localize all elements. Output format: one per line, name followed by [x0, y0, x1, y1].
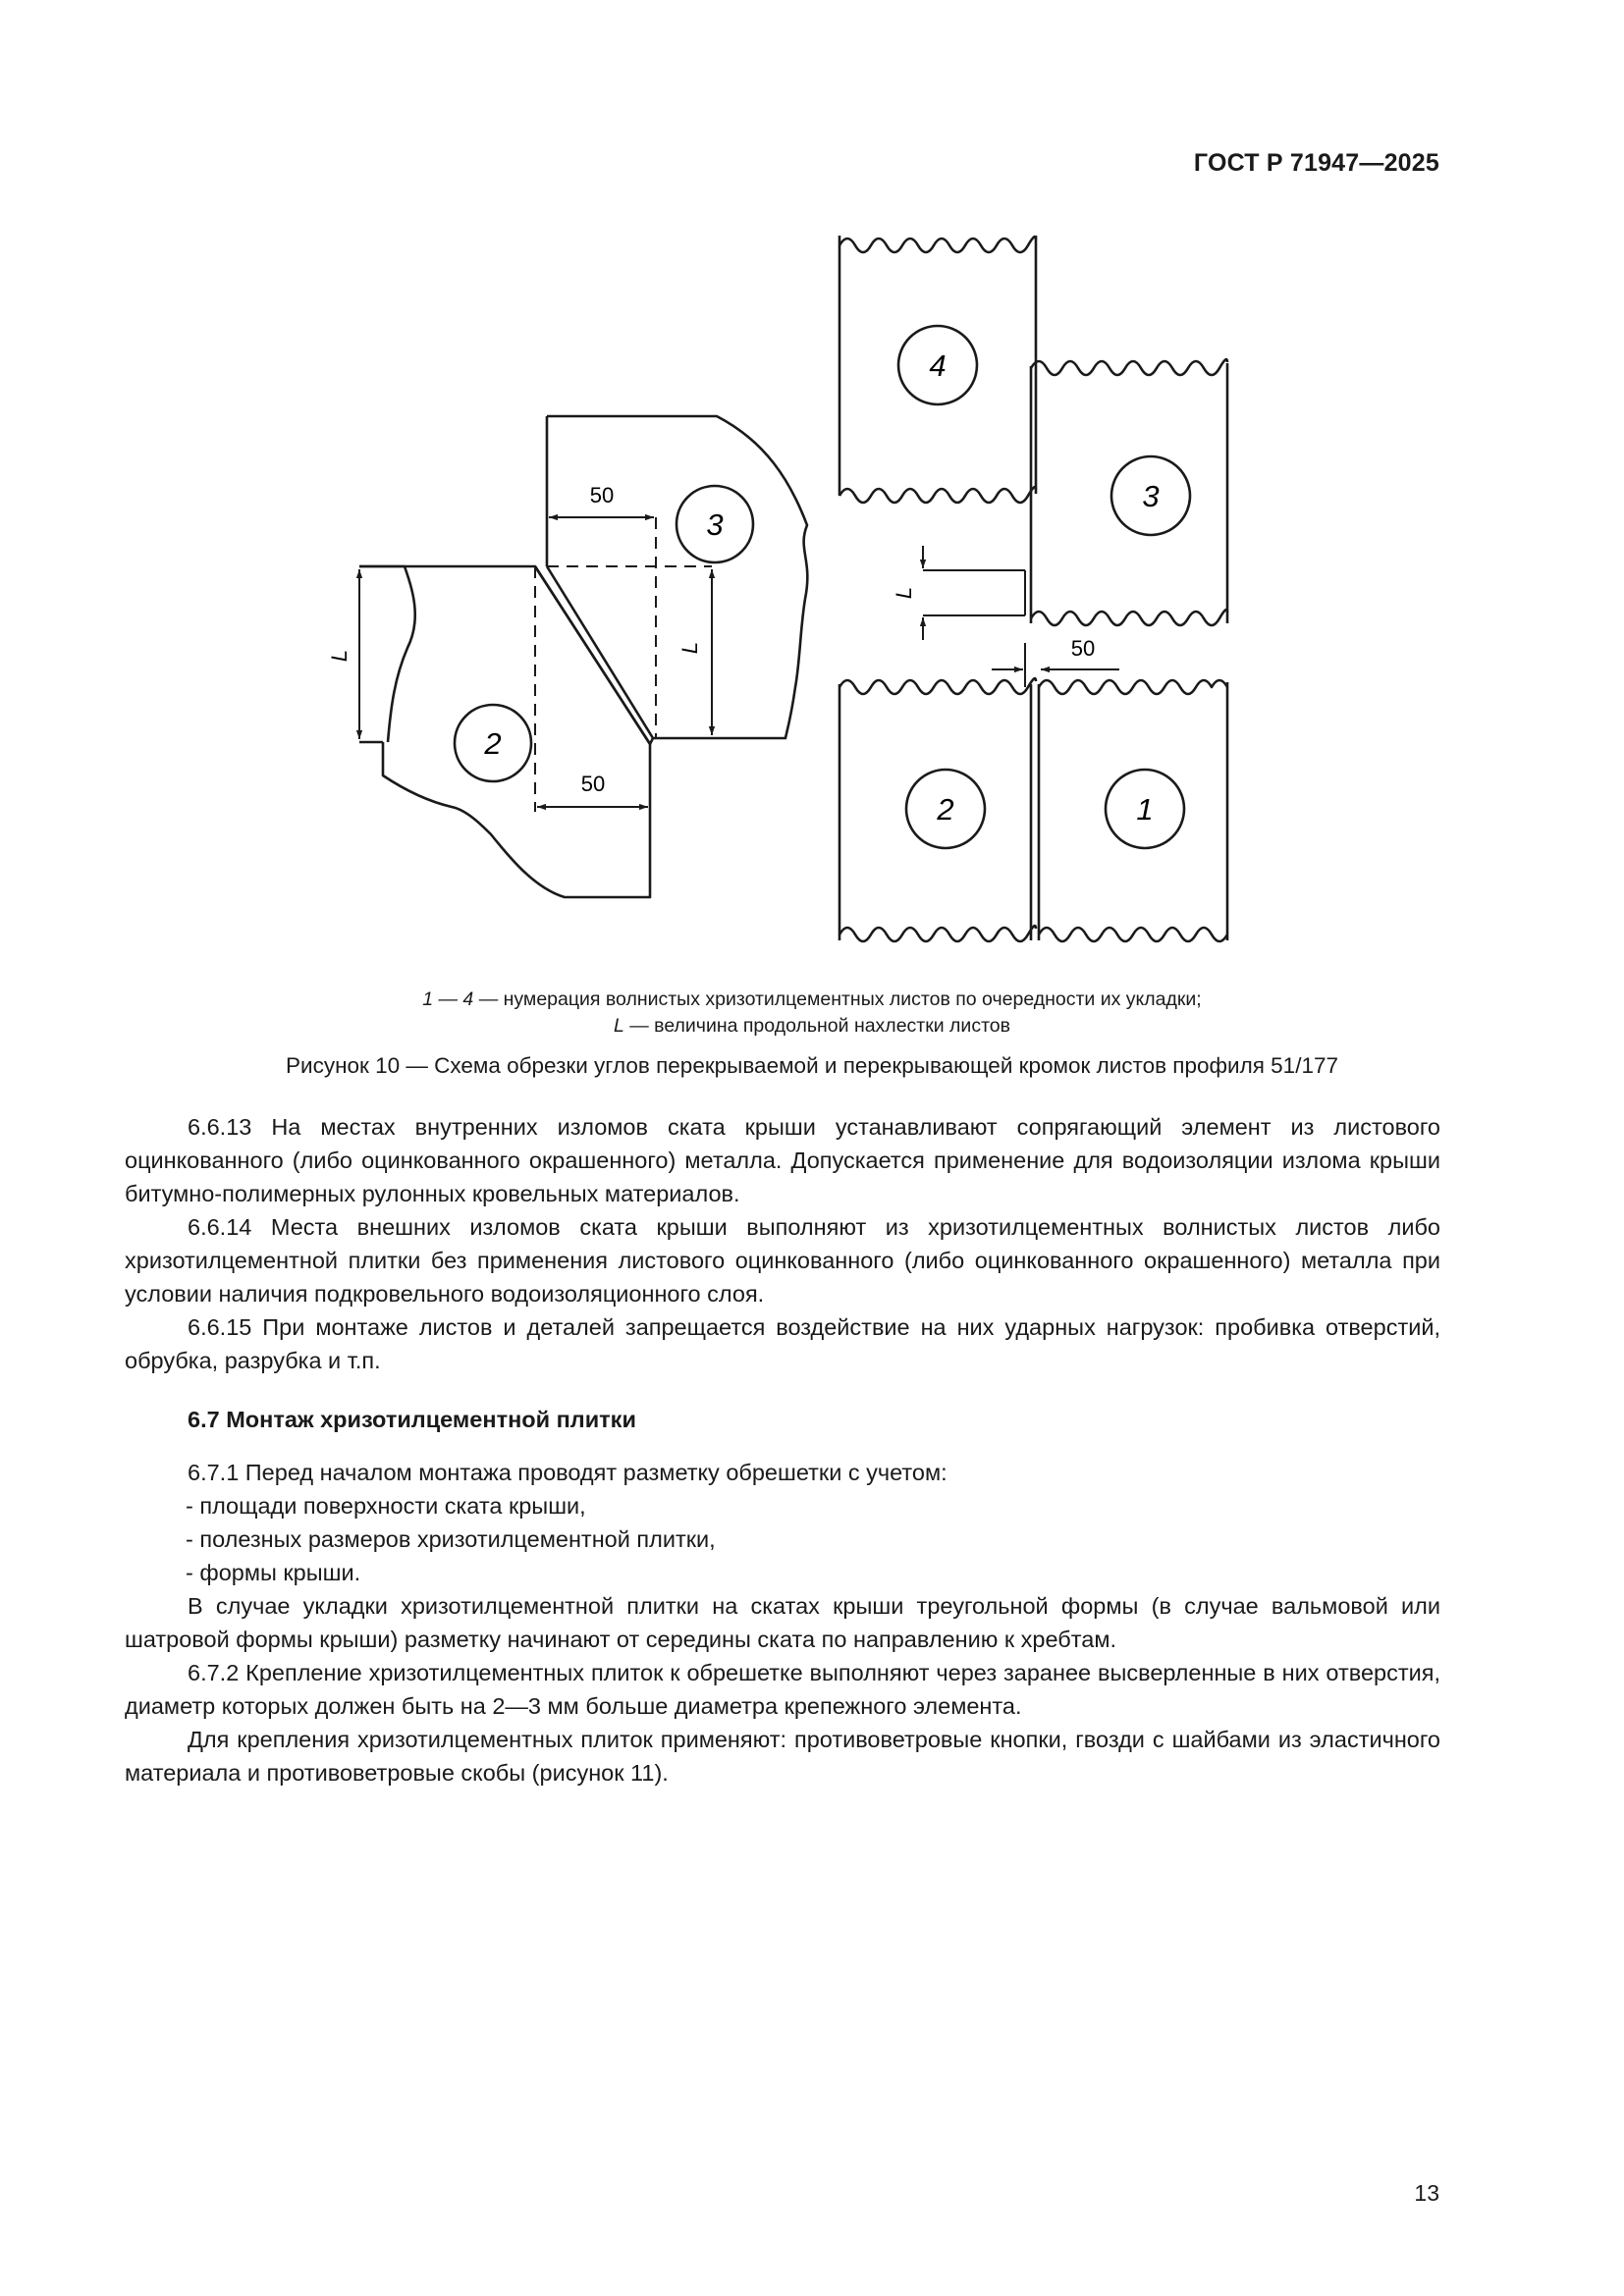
legend-symbol: L: [613, 1015, 624, 1037]
sheet-number: 3: [1142, 479, 1160, 513]
page-number: 13: [1414, 2180, 1439, 2206]
sheet-number: 4: [929, 348, 947, 383]
sheet-1-outline: [1039, 682, 1227, 940]
legend-text: — нумерация волнистых хризотилцементных листов по очередности их укладки;: [473, 988, 1202, 1010]
paragraph: 6.7.1 Перед началом монтажа проводят разметку обрешетки с учетом:: [188, 1460, 947, 1485]
wave-edge: [839, 678, 1036, 694]
sheet-2-right-outline: [839, 684, 1031, 940]
paragraph: 6.7.2 Крепление хризотилцементных плиток к обрешетке выполняют через заранее высверленные в них отверстия, диаметр которых должен быть на 2—3 мм больше диаметра крепежного элемента.: [125, 1660, 1440, 1719]
paragraph: 6.6.15 При монтаже листов и деталей запрещается воздействие на них ударных нагрузок: пробивка отверстий, обрубка, разрубка и т.п.: [125, 1314, 1440, 1373]
legend-text: — величина продольной нахлестки листов: [623, 1015, 1010, 1037]
legend-line-1: [0, 987, 1624, 1013]
document-header: ГОСТ Р 71947—2025: [1193, 149, 1439, 177]
paragraph: Для крепления хризотилцементных плиток применяют: противоветровые кнопки, гвозди с шайбами из эластичного материала и противоветровые скобы (рисунок 11).: [125, 1727, 1440, 1786]
wave-edge: [839, 487, 1036, 503]
section-heading: 6.7 Монтаж хризотилцементной плитки: [188, 1407, 636, 1432]
sheet-3-right-outline: [1031, 363, 1227, 623]
paragraph: В случае укладки хризотилцементной плитки на скатах крыши треугольной формы (в случае вальмовой или шатровой формы крыши) разметку начинают от середины ската по направлению к хребтам.: [125, 1593, 1440, 1652]
wave-edge: [1039, 680, 1227, 694]
wave-edge: [1039, 928, 1227, 941]
dim-label-L: L: [327, 649, 352, 663]
paragraph: 6.6.13 На местах внутренних изломов ската крыши устанавливают сопрягающий элемент из листового оцинкованного (либо оцинкованного окрашенного) металла. Допускается применение для водоизоляции излома крыши битумно-полимерных рулонных кровельных материалов.: [125, 1114, 1440, 1206]
wave-edge: [839, 237, 1036, 252]
list: [125, 1489, 1440, 1589]
sheet-2-break: [359, 566, 415, 742]
body-text: [125, 1110, 1440, 1789]
sheet-3-outline: [547, 416, 807, 738]
wave-edge: [1031, 610, 1227, 625]
paragraph: 6.6.14 Места внешних изломов ската крыши выполняют из хризотилцементных волнистых листов либо хризотилцементной плитки без применения листового оцинкованного (либо оцинкованного окрашенного) металла при условии наличия подкровельного водоизоляционного слоя.: [125, 1214, 1440, 1307]
sheet-number: 2: [484, 726, 502, 761]
legend-line-2: [0, 1013, 1624, 1040]
sheet-number: 1: [1136, 792, 1154, 827]
list-item: - формы крыши.: [186, 1560, 361, 1585]
figure-caption: Рисунок 10 — Схема обрезки углов перекрываемой и перекрывающей кромок листов профиля 51/177: [286, 1053, 1338, 1078]
sheet-cutting-diagram: [314, 226, 1257, 962]
wave-edge: [839, 926, 1036, 941]
wave-edge: [1031, 359, 1227, 375]
dim-label-L: L: [892, 586, 916, 600]
sheet-number: 2: [937, 792, 954, 827]
legend-symbol: 1 — 4: [422, 988, 474, 1010]
list-item: - полезных размеров хризотилцементной плитки,: [186, 1526, 716, 1552]
cut-line: [535, 566, 650, 744]
figure-10: [314, 226, 1257, 962]
cut-line: [547, 566, 653, 738]
dim-label-L: L: [677, 641, 702, 655]
sheet-number: 3: [706, 507, 724, 542]
dim-label-50: 50: [1070, 636, 1096, 661]
dim-label-50: 50: [580, 772, 606, 796]
dim-label-50: 50: [589, 483, 615, 507]
figure-legend: [0, 987, 1624, 1040]
list-item: - площади поверхности ската крыши,: [186, 1493, 586, 1519]
sheet-2-outline: [359, 566, 650, 897]
